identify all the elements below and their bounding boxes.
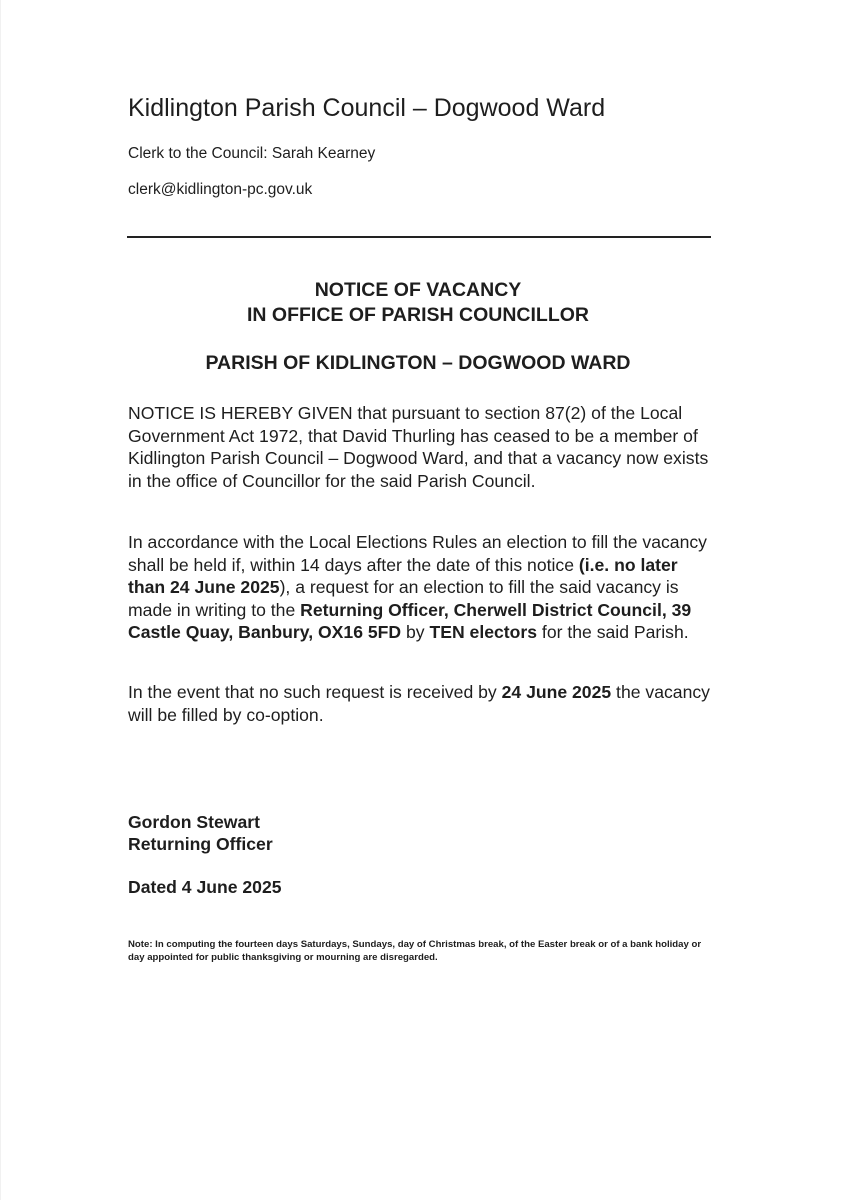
clerk-email: clerk@kidlington-pc.gov.uk xyxy=(128,181,313,198)
notice-heading-line1: NOTICE OF VACANCY xyxy=(314,279,522,301)
notice-heading-line2: IN OFFICE OF PARISH COUNCILLOR xyxy=(247,304,589,326)
notice-date: Dated 4 June 2025 xyxy=(128,877,282,897)
elector-count-emphasis: TEN electors xyxy=(429,622,538,642)
paragraph-2-text-2: ), a request for an election to fill the said vacancy is made in writing to the xyxy=(128,577,679,620)
signatory-name: Gordon Stewart xyxy=(128,812,260,832)
header-divider xyxy=(127,236,711,238)
paragraph-3-text-1: In the event that no such request is received by xyxy=(128,682,502,702)
paragraph-2-text-4: for the said Parish. xyxy=(537,622,689,642)
notice-paragraph-3 xyxy=(128,681,713,726)
notice-paragraph-2 xyxy=(128,531,713,644)
paragraph-3-text-2: the vacancy will be filled by co-option. xyxy=(128,682,710,725)
footnote: Note: In computing the fourteen days Saturdays, Sundays, day of Christmas break, of the Easter break or of a bank holiday or day appointed for public thanksgiving or mourning are disregarded. xyxy=(128,939,702,963)
paragraph-2-text-1: In accordance with the Local Elections Rules an election to fill the vacancy shall be held if, within 14 days after the date of this notice xyxy=(128,532,707,575)
clerk-name: Clerk to the Council: Sarah Kearney xyxy=(128,145,376,162)
deadline-date-emphasis: 24 June 2025 xyxy=(501,682,612,702)
paragraph-2-text-3: by xyxy=(401,622,430,642)
deadline-emphasis: (i.e. no later than 24 June 2025 xyxy=(128,554,678,597)
returning-officer-address: Returning Officer, Cherwell District Council, 39 Castle Quay, Banbury, OX16 5FD xyxy=(128,599,692,642)
notice-subheading: PARISH OF KIDLINGTON – DOGWOOD WARD xyxy=(205,352,631,374)
signatory-role: Returning Officer xyxy=(128,834,273,854)
council-title: Kidlington Parish Council – Dogwood Ward xyxy=(128,94,606,122)
notice-paragraph-1: NOTICE IS HEREBY GIVEN that pursuant to section 87(2) of the Local Government Act 1972, that David Thurling has ceased to be a member of Kidlington Parish Council – Dogwood Ward, and that a vacancy now exists in the office of Councillor for the said Parish Council. xyxy=(128,403,709,491)
